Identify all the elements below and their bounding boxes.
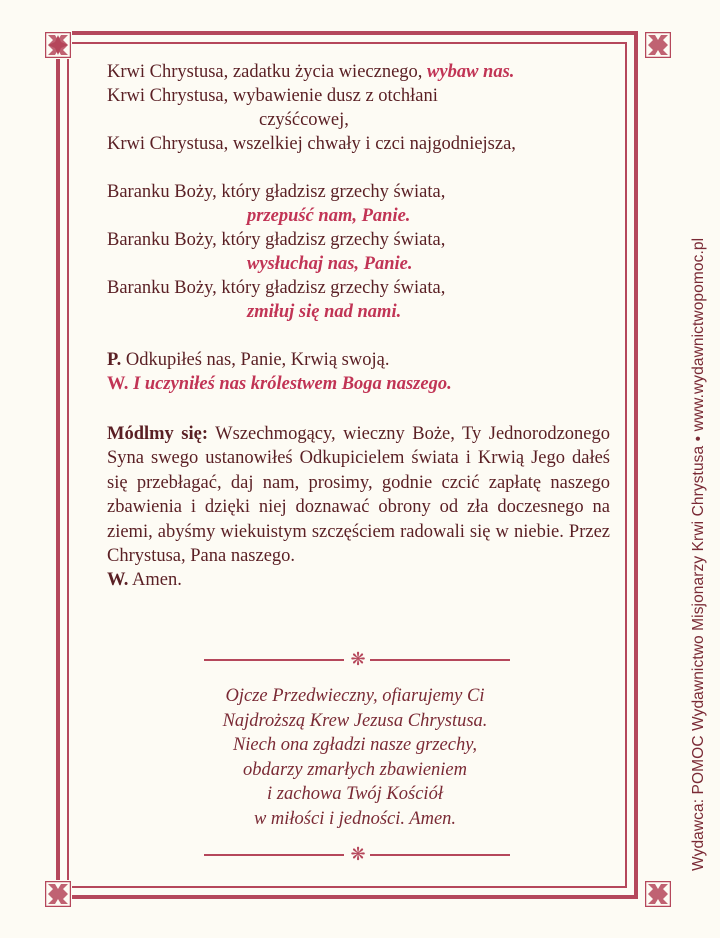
flower-ornament-icon: ❋ <box>350 844 366 864</box>
agnus-response: przepuść nam, Panie. <box>247 206 411 226</box>
oration-text: Wszechmogący, wieczny Boże, Ty Jednorodzonego Syna swego ustanowiłeś Odkupicielem świata i Krwią Jego dałeś się przebłagać, daj nam, prosimy, godnie czcić zapłatę naszego zbawienia i dzięki niej doznawać obrony od zła doczesnego na ziemi, abyśmy wiekuistym szczęściem radowali się w niebie. Przez Chrystusa, Pana naszego. <box>107 424 611 567</box>
litany-text: Krwi Chrystusa, zadatku życia wiecznego, <box>107 62 428 82</box>
agnus-response: wysłuchaj nas, Panie. <box>247 254 413 274</box>
versicle-line <box>107 348 610 372</box>
oration-label: Módlmy się: <box>107 424 208 444</box>
prayer-content <box>107 60 610 592</box>
amen-label: W. <box>107 570 129 591</box>
prayer-line: w miłości i jedności. Amen. <box>253 808 457 829</box>
amen-text: Amen. <box>128 570 182 591</box>
ornament-divider <box>204 649 510 669</box>
prayer-line: Niech ona zgładzi nasze grzechy, <box>232 735 478 755</box>
agnus-line: Baranku Boży, który gładzisz grzechy świata, <box>107 278 446 298</box>
publisher-credit: Wydawca: POMOC Wydawnictwo Misjonarzy Krwi Chrystusa • www.wydawnictwopomoc.pl <box>690 237 707 871</box>
corner-cross-icon <box>44 880 72 908</box>
litany-line <box>107 60 610 84</box>
corner-cross-icon <box>44 31 72 59</box>
litany-response: wybaw nas. <box>427 62 515 82</box>
offering-prayer <box>140 684 570 831</box>
response-text: I uczyniłeś nas królestwem Boga naszego. <box>128 374 452 394</box>
prayer-line: Ojcze Przedwieczny, ofiarujemy Ci <box>225 686 485 706</box>
flower-ornament-icon: ❋ <box>350 649 366 669</box>
oration-paragraph <box>107 422 610 568</box>
versicle-text: Odkupiłeś nas, Panie, Krwią swoją. <box>121 350 390 370</box>
amen-line <box>107 568 610 592</box>
prayer-line: i zachowa Twój Kościół <box>267 784 443 804</box>
response-label: W. <box>107 374 129 394</box>
prayer-line: Najdroższą Krew Jezusa Chrystusa. <box>222 710 488 731</box>
corner-cross-icon <box>644 880 672 908</box>
response-line <box>107 372 610 396</box>
agnus-line: Baranku Boży, który gładzisz grzechy świata, <box>107 182 446 202</box>
agnus-line: Baranku Boży, który gładzisz grzechy świata, <box>107 230 446 250</box>
prayer-line: obdarzy zmarłych zbawieniem <box>242 759 468 780</box>
ornament-divider <box>204 844 510 864</box>
corner-cross-icon <box>644 31 672 59</box>
litany-line: czyśćcowej, <box>259 110 349 130</box>
litany-line: Krwi Chrystusa, wybawienie dusz z otchłani <box>107 86 438 106</box>
litany-line: Krwi Chrystusa, wszelkiej chwały i czci najgodniejsza, <box>107 134 516 154</box>
agnus-response: zmiłuj się nad nami. <box>247 302 402 322</box>
versicle-label: P. <box>107 350 122 370</box>
